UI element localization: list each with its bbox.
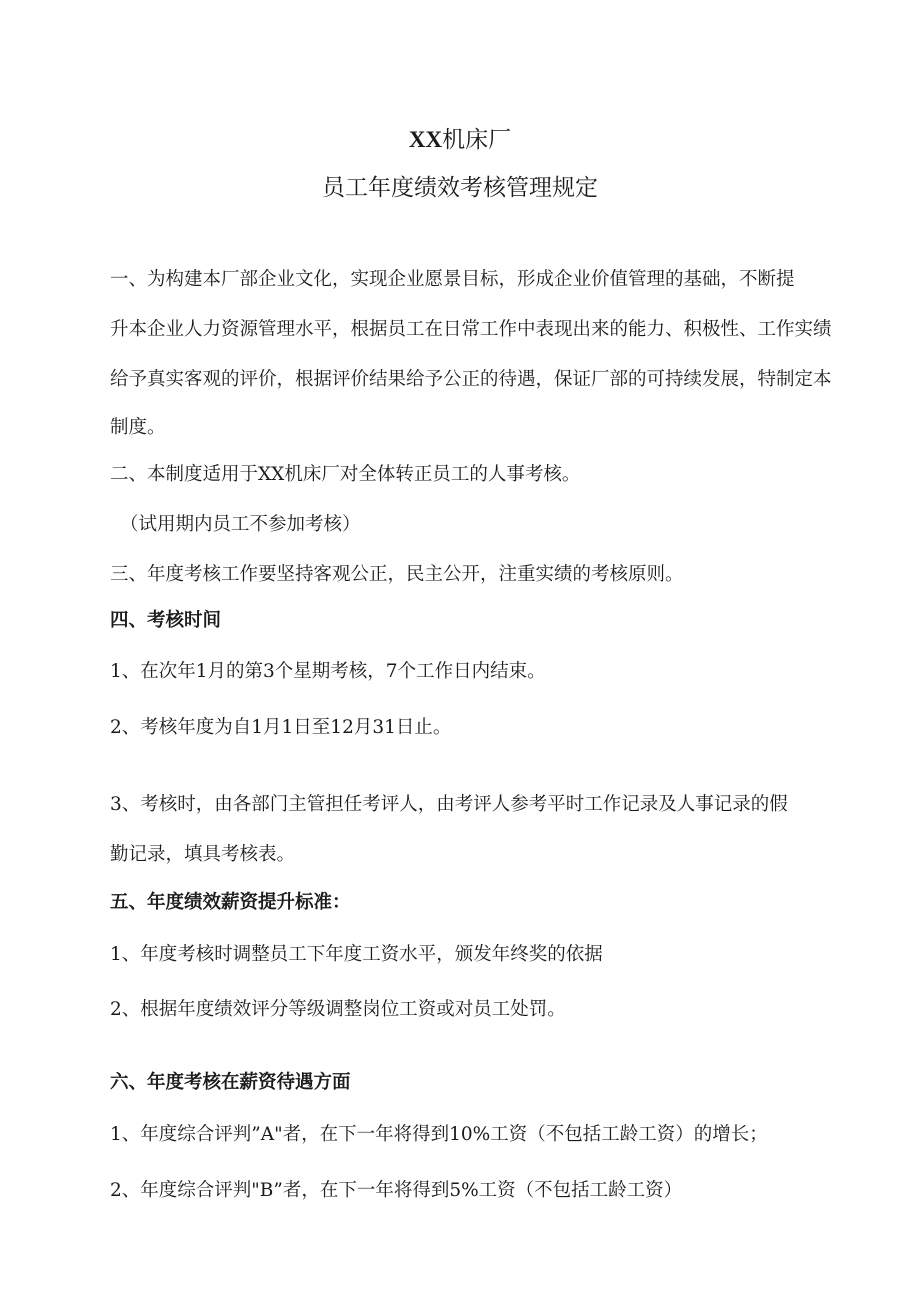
section-4-item-1: 1、在次年1月的第3个星期考核，7个工作日内结束。 bbox=[110, 661, 546, 682]
paragraph-1-line-1: 一、为构建本厂部企业文化，实现企业愿景目标，形成企业价值管理的基础，不断提 bbox=[110, 269, 795, 290]
section-4-item-3-line-2: 勤记录，填具考核表。 bbox=[110, 844, 296, 865]
document-title bbox=[0, 122, 920, 158]
title-rest: 机床厂 bbox=[442, 127, 512, 153]
section-6-heading: 六、年度考核在薪资待遇方面 bbox=[110, 1072, 351, 1093]
section-4-item-3-line-1: 3、考核时，由各部门主管担任考评人，由考评人参考平时工作记录及人事记录的假 bbox=[110, 794, 788, 815]
paragraph-2-note: （试用期内员工不参加考核） bbox=[120, 514, 361, 535]
section-6-item-1: 1、年度综合评判”A"者，在下一年将得到10%工资（不包括工龄工资）的增长； bbox=[110, 1124, 768, 1145]
section-5-item-2: 2、根据年度绩效评分等级调整岗位工资或对员工处罚。 bbox=[110, 999, 566, 1020]
paragraph-1-line-4: 制度。 bbox=[110, 417, 166, 438]
section-4-item-2: 2、考核年度为自1月1日至12月31日止。 bbox=[110, 717, 452, 738]
paragraph-3: 三、年度考核工作要坚持客观公正，民主公开，注重实绩的考核原则。 bbox=[110, 564, 684, 585]
section-6-item-2: 2、年度综合评判"B”者，在下一年将得到5%工资（不包括工龄工资） bbox=[110, 1180, 683, 1201]
section-5-heading: 五、年度绩效薪资提升标准： bbox=[110, 892, 351, 913]
document-subtitle: 员工年度绩效考核管理规定 bbox=[322, 175, 598, 201]
paragraph-1-line-3: 给予真实客观的评价，根据评价结果给予公正的待遇，保证厂部的可持续发展，特制定本 bbox=[110, 369, 832, 390]
title-latin: XX bbox=[408, 127, 443, 152]
section-5-item-1: 1、年度考核时调整员工下年度工资水平，颁发年终奖的依据 bbox=[110, 944, 603, 965]
paragraph-2: 二、本制度适用于XX机床厂对全体转正员工的人事考核。 bbox=[110, 464, 581, 485]
section-4-heading: 四、考核时间 bbox=[110, 610, 222, 631]
paragraph-1-line-2: 升本企业人力资源管理水平，根据员工在日常工作中表现出来的能力、积极性、工作实绩 bbox=[110, 319, 832, 340]
